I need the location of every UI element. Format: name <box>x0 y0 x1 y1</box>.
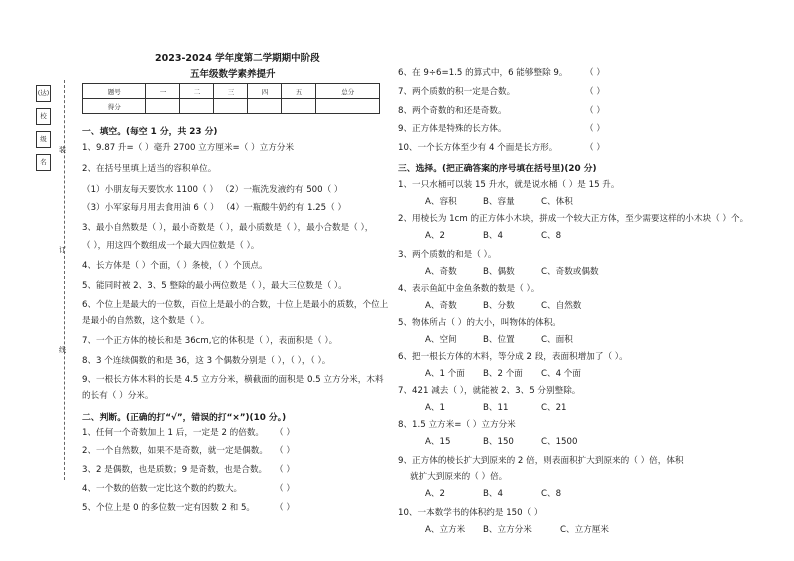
question-fill-9b: 的长有（ ）分米。 <box>82 391 154 401</box>
question-judge-10: 10、一个长方体至少有 4 个面是长方形。 <box>398 143 558 153</box>
question-choice-7: 7、421 减去（ ），就能被 2、3、5 分别整除。 <box>398 386 581 396</box>
choice-option-b: B、4 <box>483 489 503 499</box>
score-cell: 四 <box>248 84 282 99</box>
question-judge-7: 7、两个质数的积一定是合数。 <box>398 87 516 97</box>
score-cell: 得分 <box>83 99 146 114</box>
score-cell <box>214 99 248 114</box>
question-judge-3: 3、2 是偶数，也是质数；9 是奇数，也是合数。 <box>82 465 268 475</box>
choice-option-c: C、奇数或偶数 <box>541 267 599 277</box>
question-fill-8: 8、3 个连续偶数的和是 36，这 3 个偶数分别是（ ），（ ），（ ）。 <box>82 356 331 366</box>
choice-option-b: B、4 <box>483 231 503 241</box>
question-choice-2: 2、用棱长为 1cm 的正方体小木块，拼成一个较大正方体，至少需要这样的小木块（ ）个。 <box>398 214 749 224</box>
choice-option-c: C、8 <box>541 231 562 241</box>
question-fill-2: 2、在括号里填上适当的容积单位。 <box>82 164 217 174</box>
binding-char-zhuang: 装 <box>59 146 66 154</box>
answer-paren: （ ） <box>275 484 295 494</box>
score-cell: 一 <box>146 84 180 99</box>
binding-line <box>64 80 65 480</box>
score-cell <box>146 99 180 114</box>
section-fill-in-title: 一、填空。(每空 1 分，共 23 分) <box>82 127 218 137</box>
side-label-class: 级 <box>36 131 51 148</box>
answer-paren: （ ） <box>275 428 295 438</box>
choice-option-a: A、2 <box>425 489 445 499</box>
question-choice-9a: 9、正方体的棱长扩大到原来的 2 倍，则表面积扩大到原来的（ ）倍，体积 <box>398 456 684 466</box>
score-cell: 二 <box>180 84 214 99</box>
section-judge-title: 二、判断。(正确的打“√”，错误的打“×”)(10 分。) <box>82 413 287 423</box>
question-fill-3b: （ ），用这四个数组成一个最大四位数是（ ）。 <box>82 241 260 251</box>
question-choice-5: 5、物体所占（ ）的大小，叫物体的体积。 <box>398 318 561 328</box>
score-cell: 三 <box>214 84 248 99</box>
choice-option-a: A、15 <box>425 437 451 447</box>
question-fill-3a: 3、最小自然数是（ ），最小奇数是（ ），最小质数是（ ），最小合数是（ ）， <box>82 223 374 233</box>
choice-option-b: B、150 <box>483 437 514 447</box>
question-judge-5: 5、个位上是 0 的多位数一定有因数 2 和 5。 <box>82 503 256 513</box>
choice-option-b: B、2 个面 <box>483 369 523 379</box>
choice-option-b: B、偶数 <box>483 267 515 277</box>
question-fill-5: 5、能同时被 2、3、5 整除的最小两位数是（ ），最大三位数是（ ）。 <box>82 281 347 291</box>
question-choice-1: 1、一只水桶可以装 15 升水，就是说水桶（ ）是 15 升。 <box>398 180 620 190</box>
choice-option-c: C、自然数 <box>541 301 582 311</box>
score-cell <box>316 99 380 114</box>
question-choice-4: 4、表示鱼缸中金鱼条数的数是（ ）。 <box>398 284 540 294</box>
page-subtitle: 五年级数学素养提升 <box>190 69 276 80</box>
binding-char-xian: 线 <box>59 346 66 354</box>
choice-option-b: B、11 <box>483 403 509 413</box>
choice-option-a: A、空间 <box>425 335 457 345</box>
answer-paren: （ ） <box>585 87 605 97</box>
answer-paren: （ ） <box>585 124 605 134</box>
choice-option-a: A、奇数 <box>425 301 457 311</box>
choice-option-a: A、1 个面 <box>425 369 465 379</box>
answer-paren: （ ） <box>275 503 295 513</box>
question-judge-2: 2、一个自然数，如果不是奇数，就一定是偶数。 <box>82 446 268 456</box>
side-label-name: 名 <box>36 154 51 171</box>
score-cell <box>248 99 282 114</box>
question-choice-9b: 就扩大到原来的（ ）倍。 <box>410 472 508 482</box>
choice-option-c: C、8 <box>541 489 562 499</box>
question-choice-10: 10、一本数学书的体积约是 150（ ） <box>398 508 543 518</box>
choice-option-c: C、体积 <box>541 197 573 207</box>
score-cell: 五 <box>282 84 316 99</box>
choice-option-a: A、立方米 <box>425 525 466 535</box>
question-judge-8: 8、两个奇数的和还是奇数。 <box>398 106 507 116</box>
page-title: 2023-2024 学年度第二学期期中阶段 <box>155 53 320 64</box>
choice-option-a: A、容积 <box>425 197 457 207</box>
question-fill-9a: 9、一根长方体木料的长是 4.5 立方分米，横截面的面积是 0.5 立方分米，木料 <box>82 375 384 385</box>
answer-paren: （ ） <box>585 143 605 153</box>
score-cell <box>282 99 316 114</box>
question-choice-6: 6、把一根长方体的木料，等分成 2 段，表面积增加了（ ）。 <box>398 352 628 362</box>
answer-paren: （ ） <box>275 465 295 475</box>
choice-option-c: C、1500 <box>541 437 578 447</box>
choice-option-c: C、面积 <box>541 335 573 345</box>
question-judge-4: 4、一个数的倍数一定比这个数的约数大。 <box>82 484 243 494</box>
section-choice-title: 三、选择。(把正确答案的序号填在括号里)(20 分) <box>398 164 597 174</box>
question-fill-2b: （3）小军家每月用去食用油 6（ ） （4）一瓶酸牛奶约有 1.25（ ） <box>82 203 347 213</box>
choice-option-b: B、分数 <box>483 301 515 311</box>
choice-option-a: A、奇数 <box>425 267 457 277</box>
question-choice-8: 8、1.5 立方米=（ ）立方分米 <box>398 420 516 430</box>
question-choice-3: 3、两个质数的和是（ ）。 <box>398 250 497 260</box>
choice-option-b: B、容量 <box>483 197 515 207</box>
question-judge-9: 9、正方体是特殊的长方体。 <box>398 124 507 134</box>
score-cell: 总分 <box>316 84 380 99</box>
question-fill-1: 1、9.87 升=（ ）毫升 2700 立方厘米=（ ）立方分米 <box>82 143 295 153</box>
choice-option-c: C、4 个面 <box>541 369 581 379</box>
score-cell <box>180 99 214 114</box>
score-table-score-row <box>83 99 380 114</box>
choice-option-c: C、立方厘米 <box>560 525 609 535</box>
question-fill-2a: （1）小朋友每天要饮水 1100（ ） （2）一瓶洗发液约有 500（ ） <box>82 185 343 195</box>
question-fill-6a: 6、个位上是最大的一位数，百位上是最小的合数，十位上是最小的质数，个位上 <box>82 300 389 310</box>
binding-char-ding: 订 <box>59 246 66 254</box>
answer-paren: （ ） <box>585 106 605 116</box>
side-label-school: 校 <box>36 108 51 125</box>
score-cell: 题号 <box>83 84 146 99</box>
score-table-header-row <box>83 84 380 99</box>
score-table <box>82 83 380 114</box>
choice-option-b: B、位置 <box>483 335 515 345</box>
question-fill-6b: 是最小的自然数，这个数是（ ）。 <box>82 316 210 326</box>
question-judge-1: 1、任何一个奇数加上 1 后，一定是 2 的倍数。 <box>82 428 265 438</box>
side-label-school-box: (达) <box>36 85 51 102</box>
choice-option-b: B、立方分米 <box>483 525 532 535</box>
choice-option-a: A、2 <box>425 231 445 241</box>
question-fill-7: 7、一个正方体的棱长和是 36cm,它的体积是（ ），表面积是（ ）。 <box>82 336 338 346</box>
choice-option-a: A、1 <box>425 403 445 413</box>
answer-paren: （ ） <box>585 68 605 78</box>
answer-paren: （ ） <box>275 446 295 456</box>
question-judge-6: 6、在 9÷6=1.5 的算式中，6 能够整除 9。 <box>398 68 568 78</box>
question-fill-4: 4、长方体是（ ）个面，（ ）条棱，（ ）个顶点。 <box>82 261 268 271</box>
choice-option-c: C、21 <box>541 403 567 413</box>
